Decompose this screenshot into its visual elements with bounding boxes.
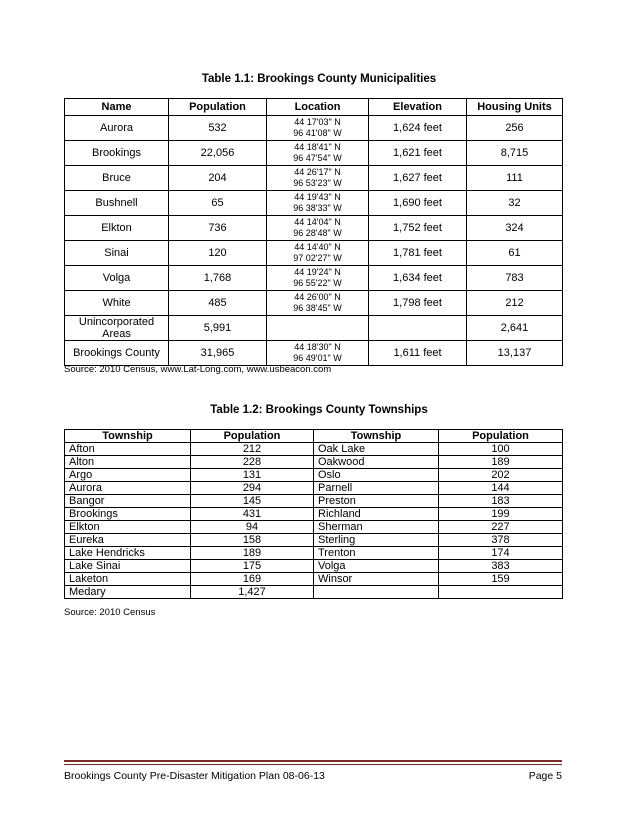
column-header: Township (65, 430, 191, 443)
population-cell (439, 586, 563, 599)
township-cell (314, 586, 439, 599)
township-cell: Oslo (314, 469, 439, 482)
population-cell: 174 (439, 547, 563, 560)
township-cell: Laketon (65, 573, 191, 586)
table-row (65, 316, 563, 341)
population-cell: 145 (191, 495, 314, 508)
name-cell: Volga (65, 266, 169, 291)
name-cell: Bushnell (65, 191, 169, 216)
housing-units-cell: 256 (467, 116, 563, 141)
population-cell: 131 (191, 469, 314, 482)
location-cell (267, 166, 369, 191)
population-cell: 294 (191, 482, 314, 495)
name-cell: White (65, 291, 169, 316)
location-cell (267, 216, 369, 241)
population-cell: 169 (191, 573, 314, 586)
township-cell: Volga (314, 560, 439, 573)
population-cell: 378 (439, 534, 563, 547)
table-row (65, 508, 563, 521)
township-cell: Sherman (314, 521, 439, 534)
population-cell: 22,056 (169, 141, 267, 166)
housing-units-cell: 783 (467, 266, 563, 291)
township-cell: Oak Lake (314, 443, 439, 456)
population-cell: 1,427 (191, 586, 314, 599)
table-row (65, 573, 563, 586)
column-header: Housing Units (467, 99, 563, 116)
population-cell: 202 (439, 469, 563, 482)
table-row (65, 216, 563, 241)
column-header: Name (65, 99, 169, 116)
elevation-cell: 1,752 feet (369, 216, 467, 241)
population-cell: 485 (169, 291, 267, 316)
elevation-cell: 1,621 feet (369, 141, 467, 166)
township-cell: Winsor (314, 573, 439, 586)
population-cell: 31,965 (169, 341, 267, 366)
location-cell (267, 291, 369, 316)
township-cell: Oakwood (314, 456, 439, 469)
population-cell: 100 (439, 443, 563, 456)
population-cell: 736 (169, 216, 267, 241)
longitude: 96 38'33" W (293, 203, 342, 213)
table-row (65, 547, 563, 560)
table-header-row (65, 430, 563, 443)
latitude: 44 17'03" N (294, 117, 341, 127)
latitude: 44 18'30" N (294, 342, 341, 352)
population-cell: 94 (191, 521, 314, 534)
table-row (65, 266, 563, 291)
township-cell: Richland (314, 508, 439, 521)
housing-units-cell: 111 (467, 166, 563, 191)
longitude: 96 53'23" W (293, 178, 342, 188)
table-row (65, 116, 563, 141)
population-cell: 204 (169, 166, 267, 191)
townships-table (64, 429, 563, 599)
table-row (65, 291, 563, 316)
table-header-row (65, 99, 563, 116)
housing-units-cell: 212 (467, 291, 563, 316)
township-cell: Lake Sinai (65, 560, 191, 573)
township-cell: Brookings (65, 508, 191, 521)
housing-units-cell: 324 (467, 216, 563, 241)
township-cell: Parnell (314, 482, 439, 495)
longitude: 96 38'45" W (293, 303, 342, 313)
table-row (65, 521, 563, 534)
column-header: Location (267, 99, 369, 116)
location-cell (267, 316, 369, 341)
population-cell: 175 (191, 560, 314, 573)
location-cell (267, 266, 369, 291)
township-cell: Preston (314, 495, 439, 508)
location-cell (267, 116, 369, 141)
name-cell: Brookings County (65, 341, 169, 366)
column-header: Population (169, 99, 267, 116)
table2-caption: Table 1.2: Brookings County Townships (210, 404, 428, 416)
elevation-cell: 1,690 feet (369, 191, 467, 216)
housing-units-cell: 32 (467, 191, 563, 216)
housing-units-cell: 13,137 (467, 341, 563, 366)
longitude: 96 47'54" W (293, 153, 342, 163)
table-row (65, 191, 563, 216)
elevation-cell: 1,611 feet (369, 341, 467, 366)
longitude: 96 41'08" W (293, 128, 342, 138)
longitude: 97 02'27" W (293, 253, 342, 263)
population-cell: 158 (191, 534, 314, 547)
name-cell: Sinai (65, 241, 169, 266)
population-cell: 120 (169, 241, 267, 266)
elevation-cell: 1,634 feet (369, 266, 467, 291)
page-number: Page 5 (528, 770, 562, 782)
longitude: 96 49'01" W (293, 353, 342, 363)
township-cell: Bangor (65, 495, 191, 508)
elevation-cell: 1,781 feet (369, 241, 467, 266)
elevation-cell: 1,624 feet (369, 116, 467, 141)
column-header: Population (191, 430, 314, 443)
latitude: 44 18'41" N (294, 142, 341, 152)
housing-units-cell: 2,641 (467, 316, 563, 341)
latitude: 44 19'43" N (294, 192, 341, 202)
table1-caption: Table 1.1: Brookings County Municipalities (201, 73, 437, 85)
municipalities-table (64, 98, 563, 366)
name-cell: Unincorporated Areas (65, 316, 169, 341)
table-row (65, 469, 563, 482)
population-cell: 431 (191, 508, 314, 521)
table-row (65, 241, 563, 266)
table-row (65, 482, 563, 495)
name-cell: Elkton (65, 216, 169, 241)
table-row (65, 141, 563, 166)
population-cell: 532 (169, 116, 267, 141)
longitude: 96 55'22" W (293, 278, 342, 288)
table-row (65, 443, 563, 456)
township-cell: Trenton (314, 547, 439, 560)
township-cell: Alton (65, 456, 191, 469)
table-row (65, 166, 563, 191)
latitude: 44 19'24" N (294, 267, 341, 277)
latitude: 44 26'00" N (294, 292, 341, 302)
footer-rule (64, 760, 562, 762)
population-cell: 228 (191, 456, 314, 469)
table-row (65, 341, 563, 366)
table-row (65, 534, 563, 547)
township-cell: Argo (65, 469, 191, 482)
elevation-cell: 1,627 feet (369, 166, 467, 191)
longitude: 96 28'48" W (293, 228, 342, 238)
table-row (65, 560, 563, 573)
name-cell: Aurora (65, 116, 169, 141)
location-cell (267, 191, 369, 216)
population-cell: 144 (439, 482, 563, 495)
housing-units-cell: 8,715 (467, 141, 563, 166)
location-cell (267, 141, 369, 166)
township-cell: Sterling (314, 534, 439, 547)
latitude: 44 26'17" N (294, 167, 341, 177)
population-cell: 1,768 (169, 266, 267, 291)
population-cell: 5,991 (169, 316, 267, 341)
location-cell (267, 241, 369, 266)
township-cell: Eureka (65, 534, 191, 547)
table2-source: Source: 2010 Census (64, 607, 156, 618)
township-cell: Aurora (65, 482, 191, 495)
table-row (65, 495, 563, 508)
population-cell: 199 (439, 508, 563, 521)
column-header: Population (439, 430, 563, 443)
population-cell: 189 (191, 547, 314, 560)
elevation-cell: 1,798 feet (369, 291, 467, 316)
population-cell: 227 (439, 521, 563, 534)
township-cell: Afton (65, 443, 191, 456)
township-cell: Elkton (65, 521, 191, 534)
elevation-cell (369, 316, 467, 341)
population-cell: 183 (439, 495, 563, 508)
name-cell: Brookings (65, 141, 169, 166)
table1-source: Source: 2010 Census, www.Lat-Long.com, www.usbeacon.com (64, 364, 332, 375)
population-cell: 383 (439, 560, 563, 573)
population-cell: 65 (169, 191, 267, 216)
housing-units-cell: 61 (467, 241, 563, 266)
footer-title: Brookings County Pre-Disaster Mitigation Plan 08-06-13 (64, 770, 325, 782)
location-cell (267, 341, 369, 366)
table-row (65, 586, 563, 599)
latitude: 44 14'40" N (294, 242, 341, 252)
name-cell: Bruce (65, 166, 169, 191)
table-row (65, 456, 563, 469)
column-header: Township (314, 430, 439, 443)
population-cell: 189 (439, 456, 563, 469)
population-cell: 159 (439, 573, 563, 586)
column-header: Elevation (369, 99, 467, 116)
township-cell: Lake Hendricks (65, 547, 191, 560)
latitude: 44 14'04" N (294, 217, 341, 227)
township-cell: Medary (65, 586, 191, 599)
footer-rule (64, 764, 562, 765)
population-cell: 212 (191, 443, 314, 456)
